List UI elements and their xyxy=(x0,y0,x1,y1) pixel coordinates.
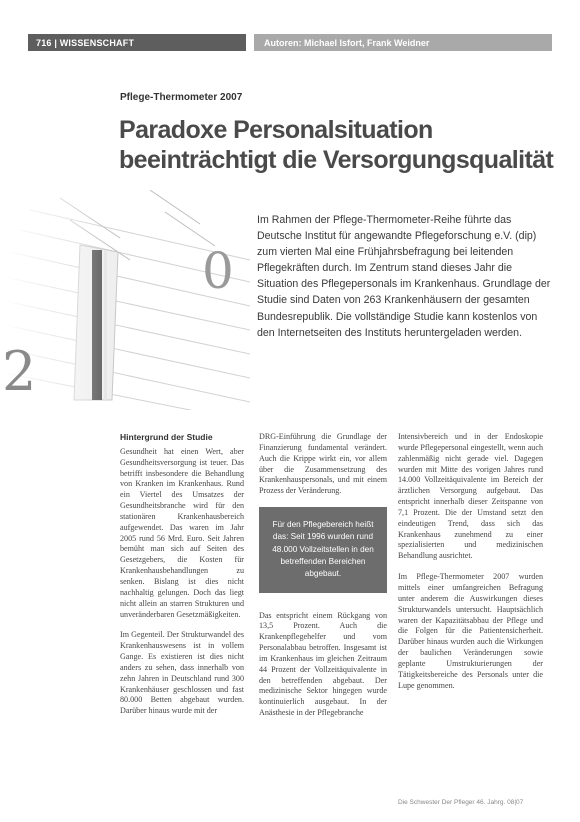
title-line-1: Paradoxe Personalsituation xyxy=(119,116,433,144)
article-kicker: Pflege-Thermometer 2007 xyxy=(120,92,243,103)
deco-digit-bottom: 2 xyxy=(2,340,37,403)
page-footer: Die Schwester Der Pfleger 46. Jahrg. 08|07 xyxy=(398,799,524,806)
header-gap xyxy=(246,34,254,51)
body-column-1 xyxy=(120,432,244,727)
paragraph: Intensivbereich und in der Endoskopie wurde Pflegepersonal eingestellt, wenn auch zahlenmäßig nicht gerade viel. Dagegen wurden mit Mitte des vorigen Jahres rund 14.000 Vollzeitäquivalente im Bereich der ärztlichen Versorgung aufgebaut. Das entspricht innerhalb dieser Zeitspanne von 7,1 Prozent. Die der Umstand setzt den eindeutigen Trend, dass sich das Krankenhaus zunehmend zu einer spezialisierten und medizinischen Behandlung ausrichtet. xyxy=(398,432,543,561)
lead-paragraph: Im Rahmen der Pflege-Thermometer-Reihe führte das Deutsche Institut für angewandte Pflegeforschung e.V. (dip) zum vierten Mal eine Frühjahrsbefragung bei leitenden Pflegekräften durch. Im Zentrum stand dieses Jahr die Situation des Pflegepersonals im Krankenhaus. Grundlage der Studie sind Daten von 263 Krankenhäusern der gesamten Bundesrepublik. Die vollständige Studie kann kostenlos von den Internetseiten des Instituts heruntergeladen werden. xyxy=(257,214,551,339)
paragraph: Gesundheit hat einen Wert, aber Gesundheitsversorgung ist teuer. Das betrifft insbesondere die Behandlung von Kranken im Krankenhaus. Rund ein Viertel des Umsatzes der Gesundheitsbranche wird für den stationären Krankenhausbereich aufgewendet. Das waren im Jahr 2005 rund 56 Mrd. Euro. Seit Jahren bemüht man sich auf Seiten des Gesetzgebers, die Kosten für Krankenhausbehandlungen zu senken. Bislang ist dies nicht nachhaltig gelungen. Doch das liegt nicht allein an starren Strukturen und unveränderbaren Gesetzmäßigkeiten. xyxy=(120,446,244,619)
thermometer-illustration xyxy=(0,190,250,410)
paragraph: DRG-Einführung die Grundlage der Finanzierung fundamental verändert. Auch die Krippe wirkt ein, vor allem über die Zusammensetzung des Krankenhauspersonals, und mit einem Prozess der Veränderung. xyxy=(259,432,387,496)
authors-label: Autoren: Michael Isfort, Frank Weidner xyxy=(254,34,552,51)
body-column-2 xyxy=(259,432,387,729)
body-column-3 xyxy=(398,432,543,701)
paragraph: Im Pflege-Thermometer 2007 wurden mittels einer umfangreichen Befragung unter anderem die Auswirkungen dieses Strukturwandels untersucht. Hauptsächlich waren der Kapazitätsabbau der Pflege und die Folgen für die Patientensicherheit. Darüber hinaus wurden auch die Wirkungen der baulichen Veränderungen sowie geplante Umstrukturierungen der Tätigkeitsbereiche des Personals unter die Lupe genommen. xyxy=(398,572,543,690)
pull-quote-box: Für den Pflegebereich heißt das: Seit 1996 wurden rund 48.000 Vollzeitstellen in den betreffenden Bereichen abgebaut. xyxy=(259,507,387,592)
deco-digit-top: 0 xyxy=(202,242,234,300)
paragraph: Das entspricht einem Rückgang von 13,5 Prozent. Auch die Krankenpflegehelfer und vom Personalabbau betroffen. Insgesamt ist im Krankenhaus im gleichen Zeitraum 44 Prozent der Vollzeitäquivalente in den betreffenden abgebaut. Der medizinische Sektor hingegen wurde kontinuierlich ausgebaut. In der Anästhesie in der Pflegebranche xyxy=(259,610,387,718)
section-heading: Hintergrund der Studie xyxy=(120,432,213,442)
title-line-2: beeinträchtigt die Versorgungsqualität xyxy=(119,146,554,174)
article-title xyxy=(119,115,559,175)
section-label: 716 | WISSENSCHAFT xyxy=(28,34,246,51)
paragraph: Im Gegenteil. Der Strukturwandel des Krankenhauswesens ist in vollem Gange. Es existieren ist dies nicht anders zu sehen, dass innerhalb von zehn Jahren in Deutschland rund 300 Krankenhäuser geschlossen und fast 80.000 Betten abgebaut wurden. Darüber hinaus wurde mit der xyxy=(120,630,244,716)
running-header xyxy=(28,34,552,51)
